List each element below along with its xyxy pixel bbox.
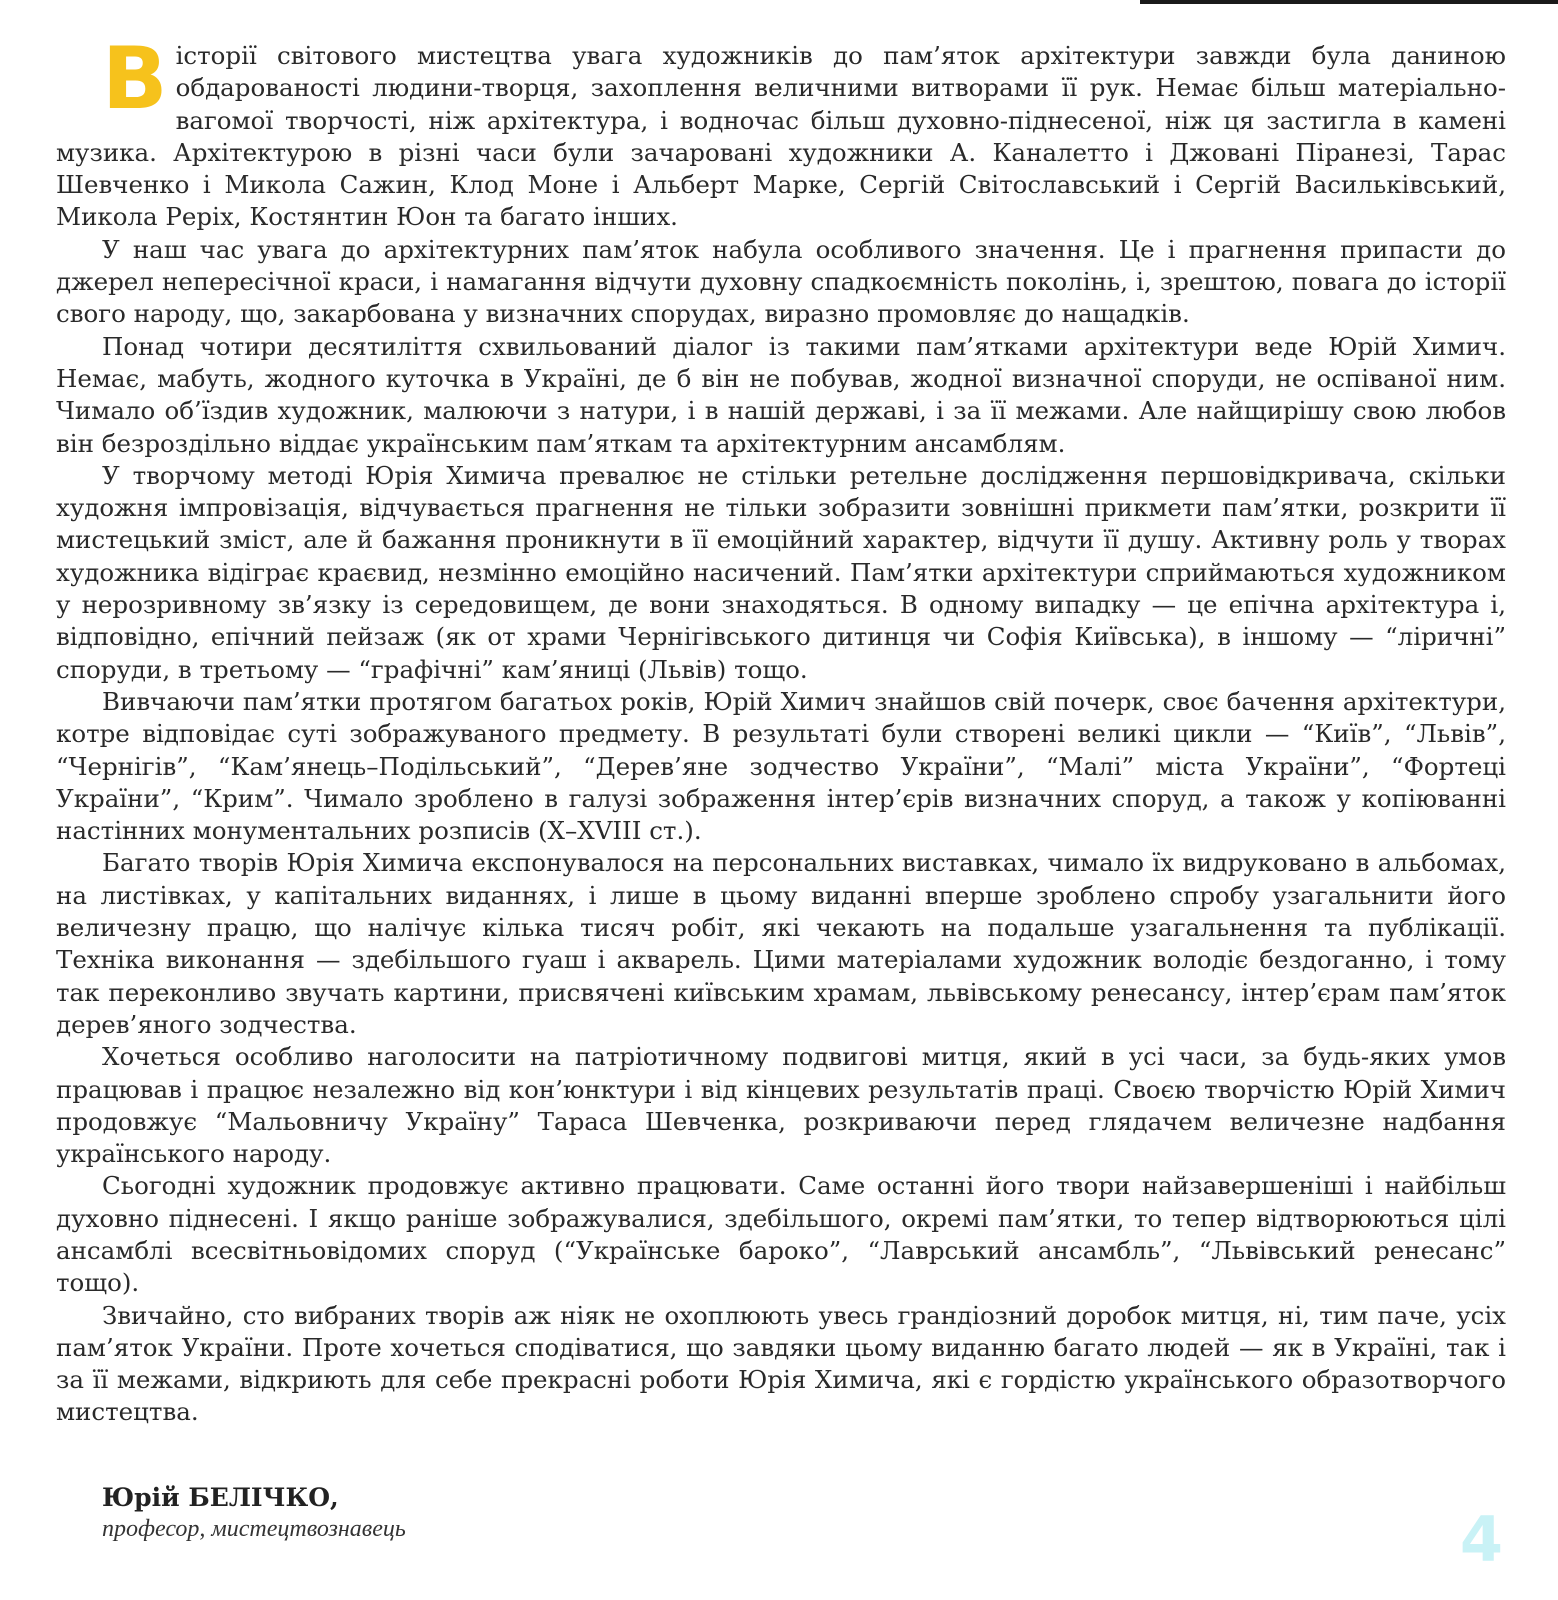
signature-block [102, 1483, 406, 1543]
paragraph-9: Звичайно, сто вибраних творів аж ніяк не охоплюють увесь грандіозний доробок митця, ні, тим паче, усіх пам’яток України. Проте хочеться сподіватися, що завдяки цьому виданню багато людей — як в Україні, так і за її межами, відкриють для себе прекрасні роботи Юрія Химича, які є гордістю українського образотворчого мистецтва. [56, 1300, 1506, 1427]
drop-cap: В [102, 29, 168, 129]
paragraph-4: У творчому методі Юрія Химича превалює не стільки ретельне дослідження першовідкривача, скільки художня імпровізація, відчувається прагнення не тільки зобразити зовнішні прикмети пам’ятки, розкрити її мистецький зміст, але й бажання проникнути в її емоційний характер, відчути її душу. Активну роль у творах художника відіграє краєвид, незмінно емоційно насичений. Пам’ятки архітектури сприймаються художником у нерозривному зв’язку із середовищем, де вони знаходяться. В одному випадку — це епічна архітектура і, відповідно, епічний пейзаж (як от храми Чернігівського дитинця чи Софія Київська), в іншому — “ліричні” споруди, в третьому — “графічні” кам’яниці (Львів) тощо. [56, 460, 1506, 684]
top-rule [1140, 0, 1558, 4]
paragraph-8: Сьогодні художник продовжує активно працювати. Саме останні його твори найзавершеніші і найбільш духовно піднесені. І якщо раніше зображувалися, здебільшого, окремі пам’ятки, то тепер відтворюються цілі ансамблі всесвітньовідомих споруд (“Українське бароко”, “Лаврський ансамбль”, “Львівський ренесанс” тощо). [56, 1171, 1506, 1298]
paragraph-1-text: історії світового мистецтва увага художників до пам’яток архітектури завжди була даниною обдарованості людини-творця, захоплення величними витворами її рук. Немає більш матеріально-вагомої творчості, ніж архітектура, і водночас більш духовно-піднесеної, ніж ця застигла в камені музика. Архітектурою в різні часи були зачаровані художники А. Каналетто і Джовані Піранезі, Тарас Шевченко і Микола Сажин, Клод Моне і Альберт Марке, Сергій Світославський і Сергій Васильківський, Микола Реріх, Костянтин Юон та багато інших. [56, 41, 1506, 232]
author-role: професор, мистецтвознавець [102, 1516, 406, 1542]
page-number: 4 [1459, 1503, 1503, 1576]
article-body [56, 29, 1506, 1429]
author-name: Юрій БЕЛІЧКО, [102, 1483, 339, 1512]
paragraph-7: Хочеться особливо наголосити на патріотичному подвигові митця, який в усі часи, за будь-яких умов працював і працює незалежно від кон’юнктури і від кінцевих результатів праці. Своєю творчістю Юрій Химич продовжує “Мальовничу Україну” Тараса Шевченка, розкриваючи перед глядачем величезне надбання українського народу. [56, 1042, 1506, 1169]
paragraph-2: У наш час увага до архітектурних пам’яток набула особливого значення. Це і прагнення припасти до джерел непересічної краси, і намагання відчути духовну спадкоємність поколінь, і, зрештою, повага до історії свого народу, що, закарбована у визначних спорудах, виразно промовляє до нащадків. [56, 234, 1506, 329]
paragraph-3: Понад чотири десятиліття схвильований діалог із такими пам’ятками архітектури веде Юрій Химич. Немає, мабуть, жодного куточка в Україні, де б він не побував, жодної визначної споруди, не оспіваної ним. Чимало об’їздив художник, малюючи з натури, і в нашій державі, і за її межами. Але найщирішу свою любов він безроздільно віддає українським пам’яткам та архітектурним ансамблям. [56, 331, 1506, 458]
paragraph-1 [56, 29, 1506, 234]
paragraph-5: Вивчаючи пам’ятки протягом багатьох років, Юрій Химич знайшов свій почерк, своє бачення архітектури, котре відповідає суті зображуваного предмету. В результаті були створені великі цикли — “Київ”, “Львів”, “Чернігів”, “Кам’янець–Подільський”, “Дерев’яне зодчество України”, “Малі” міста України”, “Фортеці України”, “Крим”. Чимало зроблено в галузі зображення інтер’єрів визначних споруд, а також у копіюванні настінних монументальних розписів (Х–XVIII ст.). [56, 686, 1506, 846]
paragraph-6: Багато творів Юрія Химича експонувалося на персональних виставках, чимало їх видруковано в альбомах, на листівках, у капітальних виданнях, і лише в цьому виданні вперше зроблено спробу узагальнити його величезну працю, що налічує кілька тисяч робіт, які чекають на подальше узагальнення та публікації. Техніка виконання — здебільшого гуаш і акварель. Цими матеріалами художник володіє бездоганно, і тому так переконливо звучать картини, присвячені київським храмам, львівському ренесансу, інтер’єрам пам’яток дерев’яного зодчества. [56, 848, 1506, 1039]
